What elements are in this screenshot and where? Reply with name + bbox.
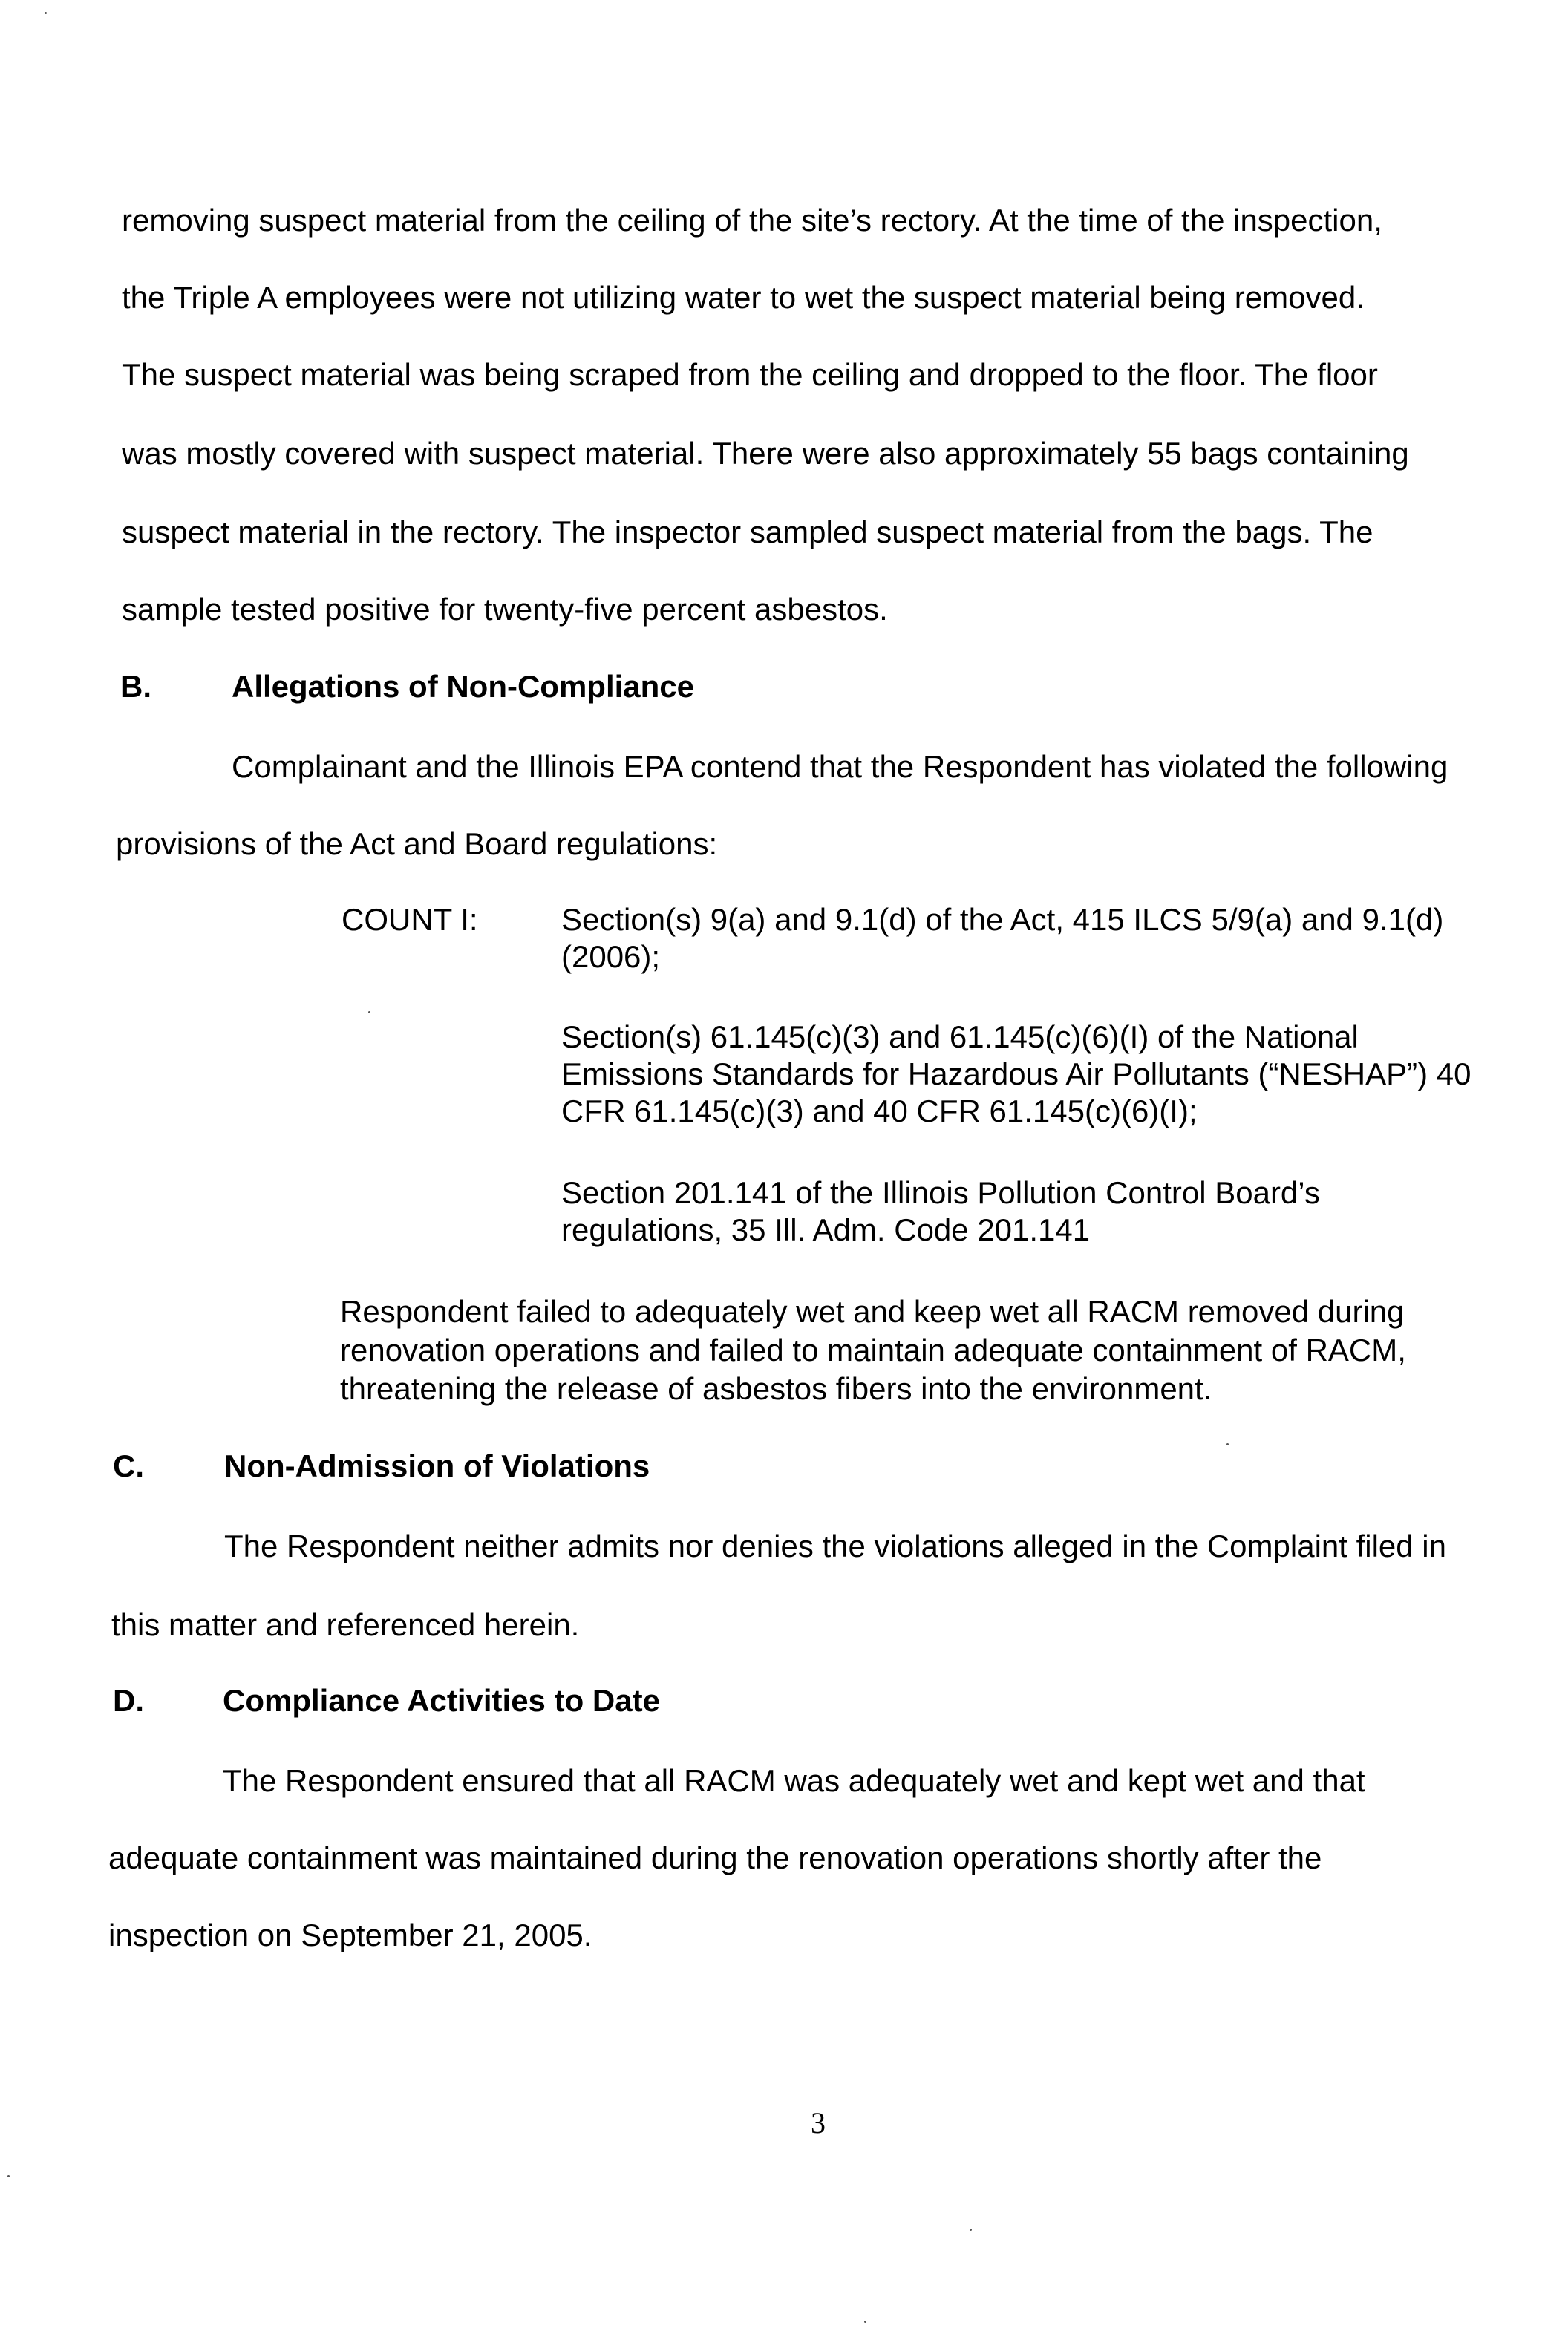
body-line: adequate containment was maintained during the renovation operations shortly after the	[108, 1840, 1322, 1875]
body-line: inspection on September 21, 2005.	[108, 1918, 592, 1952]
section-c-letter: C.	[113, 1448, 144, 1483]
body-line: sample tested positive for twenty-five percent asbestos.	[122, 592, 888, 627]
citation-line: (2006);	[561, 939, 661, 974]
citation-line: Section(s) 9(a) and 9.1(d) of the Act, 415 ILCS 5/9(a) and 9.1(d)	[561, 902, 1444, 937]
body-line: the Triple A employees were not utilizing water to wet the suspect material being removed.	[122, 280, 1365, 315]
count-label: COUNT I:	[342, 902, 478, 937]
section-d-letter: D.	[113, 1683, 144, 1718]
scan-speck	[970, 2229, 972, 2231]
body-line: The Respondent neither admits nor denies the violations alleged in the Complaint filed in	[224, 1529, 1446, 1563]
scan-speck	[1226, 1443, 1229, 1445]
body-line: this matter and referenced herein.	[111, 1607, 580, 1642]
body-line: was mostly covered with suspect material. There were also approximately 55 bags containing	[122, 436, 1409, 471]
scan-speck	[45, 12, 47, 14]
body-line: suspect material in the rectory. The inspector sampled suspect material from the bags. The	[122, 514, 1373, 549]
section-b-title: Allegations of Non-Compliance	[232, 669, 695, 704]
scan-speck	[864, 2321, 866, 2323]
section-c-title: Non-Admission of Violations	[224, 1448, 650, 1483]
body-line: The suspect material was being scraped from the ceiling and dropped to the floor. The floor	[122, 357, 1378, 392]
section-d-title: Compliance Activities to Date	[223, 1683, 660, 1718]
citation-line: Section 201.141 of the Illinois Pollution Control Board’s	[561, 1175, 1320, 1210]
summary-line: threatening the release of asbestos fibers into the environment.	[340, 1371, 1212, 1406]
page-number: 3	[811, 2106, 826, 2140]
body-line: provisions of the Act and Board regulations:	[116, 826, 718, 861]
citation-line: Emissions Standards for Hazardous Air Pollutants (“NESHAP”) 40	[561, 1056, 1471, 1091]
body-line: The Respondent ensured that all RACM was adequately wet and kept wet and that	[223, 1763, 1365, 1798]
summary-line: Respondent failed to adequately wet and keep wet all RACM removed during	[340, 1294, 1405, 1329]
citation-line: Section(s) 61.145(c)(3) and 61.145(c)(6)(I) of the National	[561, 1019, 1359, 1054]
scan-speck	[7, 2175, 10, 2177]
citation-line: CFR 61.145(c)(3) and 40 CFR 61.145(c)(6)(I);	[561, 1094, 1198, 1128]
scan-speck	[368, 1011, 370, 1013]
citation-line: regulations, 35 Ill. Adm. Code 201.141	[561, 1212, 1091, 1247]
summary-line: renovation operations and failed to maintain adequate containment of RACM,	[340, 1333, 1406, 1367]
body-line: Complainant and the Illinois EPA contend that the Respondent has violated the following	[232, 749, 1448, 784]
section-b-letter: B.	[120, 669, 151, 704]
body-line: removing suspect material from the ceiling of the site’s rectory. At the time of the inspection,	[122, 203, 1382, 238]
